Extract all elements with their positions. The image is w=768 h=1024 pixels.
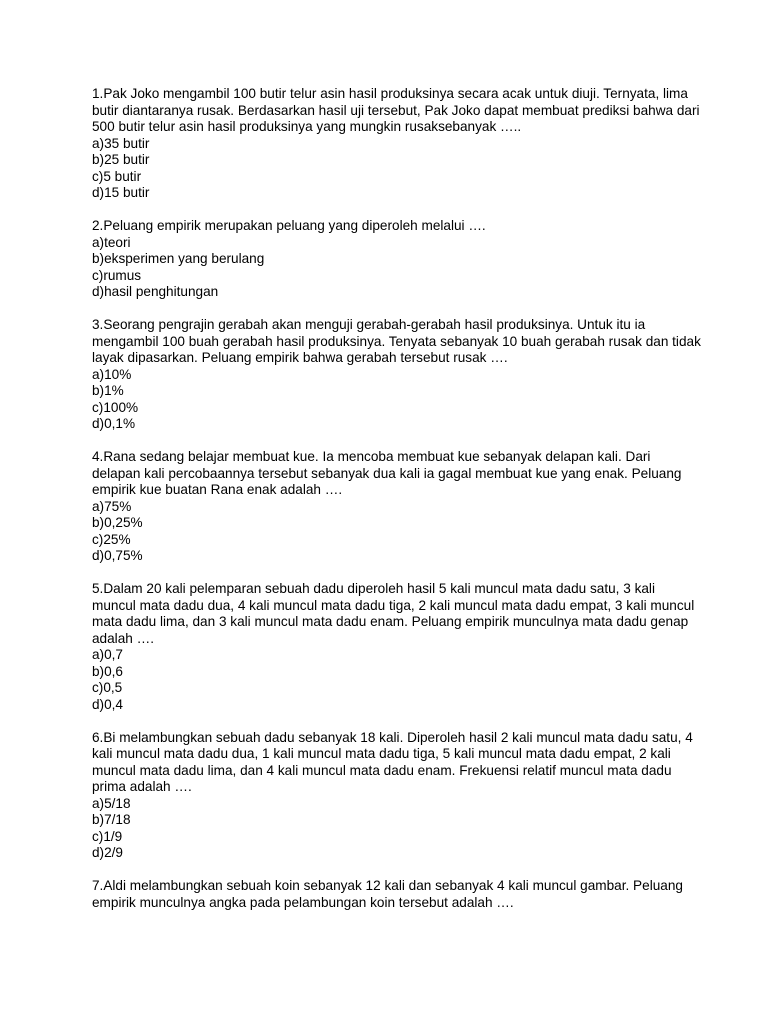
option-b: b)25 butir xyxy=(92,152,150,167)
document-page xyxy=(92,86,702,928)
question-2 xyxy=(92,218,702,301)
question-6 xyxy=(92,730,702,862)
option-c: c)0,5 xyxy=(92,680,123,695)
option-b: b)0,6 xyxy=(92,663,123,679)
question-1 xyxy=(92,86,702,202)
option-a: a)35 butir xyxy=(92,135,150,151)
option-b: b)0,25% xyxy=(92,515,143,530)
option-a: a)10% xyxy=(92,366,132,382)
question-text: 3.Seorang pengrajin gerabah akan menguji gerabah-gerabah hasil produksinya. Untuk itu ia mengambil 100 buah gerabah hasil produksinya. Tenyata sebanyak 10 buah gerabah rusak dan tidak layak dipasarkan. Peluang empirik bahwa gerabah tersebut rusak …. xyxy=(92,317,701,365)
question-4 xyxy=(92,449,702,565)
option-d: d)15 butir xyxy=(92,185,150,200)
option-c: c)1/9 xyxy=(92,828,123,844)
option-b: b)7/18 xyxy=(92,812,131,827)
question-text: 2.Peluang empirik merupakan peluang yang diperoleh melalui …. xyxy=(92,218,486,233)
option-a: a)0,7 xyxy=(92,647,123,662)
option-c: c)25% xyxy=(92,531,131,547)
option-d: d)0,1% xyxy=(92,416,136,431)
option-d: d)hasil penghitungan xyxy=(92,284,219,299)
option-c: c)rumus xyxy=(92,267,142,283)
option-a: a)75% xyxy=(92,498,132,514)
option-a: a)teori xyxy=(92,234,131,250)
option-d: d)2/9 xyxy=(92,845,123,860)
question-5 xyxy=(92,581,702,713)
question-text: 1.Pak Joko mengambil 100 butir telur asin hasil produksinya secara acak untuk diuji. Ternyata, lima butir diantaranya rusak. Berdasarkan hasil uji tersebut, Pak Joko dapat membuat prediksi bahwa dari 500 butir telur asin hasil produksinya yang mungkin rusaksebanyak ….. xyxy=(92,86,700,134)
option-d: d)0,75% xyxy=(92,548,143,563)
option-b: b)eksperimen yang berulang xyxy=(92,251,265,266)
option-b: b)1% xyxy=(92,383,124,398)
option-a: a)5/18 xyxy=(92,795,131,811)
question-7 xyxy=(92,878,702,911)
option-d: d)0,4 xyxy=(92,696,123,712)
question-3 xyxy=(92,317,702,433)
option-c: c)100% xyxy=(92,399,139,415)
question-text: 4.Rana sedang belajar membuat kue. Ia mencoba membuat kue sebanyak delapan kali. Dari delapan kali percobaannya tersebut sebanyak dua kali ia gagal membuat kue yang enak. Peluang empirik kue buatan Rana enak adalah …. xyxy=(92,449,682,497)
question-text: 6.Bi melambungkan sebuah dadu sebanyak 18 kali. Diperoleh hasil 2 kali muncul mata dadu satu, 4 kali muncul mata dadu dua, 1 kali muncul mata dadu tiga, 5 kali muncul mata dadu empat, 2 kali muncul mata dadu lima, dan 4 kali muncul mata dadu enam. Frekuensi relatif muncul mata dadu prima adalah …. xyxy=(92,729,693,794)
question-text: 5.Dalam 20 kali pelemparan sebuah dadu diperoleh hasil 5 kali muncul mata dadu satu, 3 kali muncul mata dadu dua, 4 kali muncul mata dadu tiga, 2 kali muncul mata dadu empat, 3 kali muncul mata dadu lima, dan 3 kali muncul mata dadu enam. Peluang empirik munculnya mata dadu genap adalah …. xyxy=(92,581,695,646)
question-text: 7.Aldi melambungkan sebuah koin sebanyak 12 kali dan sebanyak 4 kali muncul gambar. Peluang empirik munculnya angka pada pelambungan koin tersebut adalah …. xyxy=(92,878,683,910)
option-c: c)5 butir xyxy=(92,168,142,184)
